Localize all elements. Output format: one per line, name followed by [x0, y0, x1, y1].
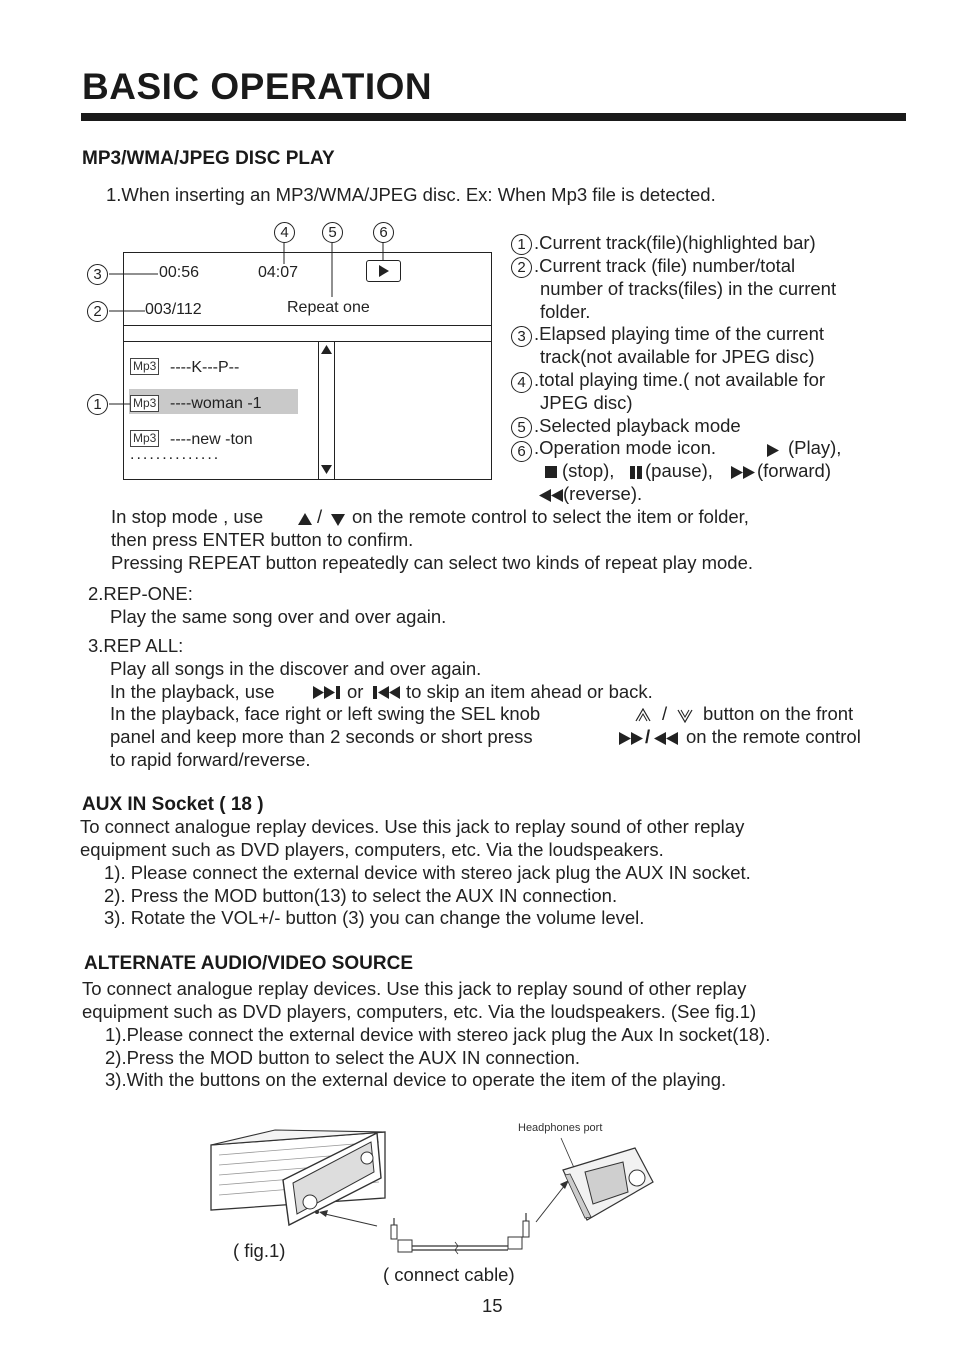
- rep-all-heading: 3.REP ALL:: [88, 635, 184, 656]
- stop-mode-b: then press ENTER button to confirm.: [111, 529, 414, 550]
- legend-3b: track(not available for JPEG disc): [540, 346, 815, 367]
- fast-reverse-icon: [654, 732, 678, 745]
- page-title: BASIC OPERATION: [82, 66, 433, 107]
- mp3-badge: Mp3: [130, 430, 159, 447]
- knob-a: In the playback, face right or left swing the SEL knob: [110, 703, 541, 724]
- legend-stop: (stop),: [562, 460, 615, 481]
- mp3-intro: 1.When inserting an MP3/WMA/JPEG disc. Ex: When Mp3 file is detected.: [106, 184, 716, 205]
- callout-2: 2: [87, 301, 108, 322]
- knob-up-icon: [635, 708, 651, 722]
- callout-5: 5: [322, 222, 343, 243]
- legend-num-3: 3: [511, 326, 532, 347]
- elapsed-time: 00:56: [159, 264, 200, 281]
- aux-step-3: 3). Rotate the VOL+/- button (3) you can change the volume level.: [104, 907, 645, 928]
- mp3-badge: Mp3: [130, 358, 159, 375]
- alt-heading: ALTERNATE AUDIO/VIDEO SOURCE: [84, 953, 413, 974]
- aux-p1: To connect analogue replay devices. Use this jack to replay sound of other replay: [80, 816, 745, 837]
- stop-icon: [545, 466, 557, 478]
- callout-3: 3: [87, 264, 108, 285]
- fast-forward-icon: [619, 732, 643, 745]
- more-files: ..............: [130, 446, 221, 463]
- callout-leaders: [0, 0, 500, 480]
- legend-6a: .Operation mode icon.: [534, 437, 717, 458]
- page-number: 15: [482, 1295, 503, 1316]
- next-track-icon: [313, 686, 341, 699]
- rep-one-text: Play the same song over and over again.: [110, 606, 447, 627]
- callout-1: 1: [87, 394, 108, 415]
- previous-track-icon: [373, 686, 401, 699]
- legend-num-4: 4: [511, 372, 532, 393]
- repeat-mode: Repeat one: [287, 299, 370, 316]
- total-time: 04:07: [258, 264, 299, 281]
- file-name: ----woman -1: [170, 395, 262, 412]
- forward-icon: [731, 466, 755, 479]
- knob-b: /: [662, 703, 668, 724]
- rapid-text: to rapid forward/reverse.: [110, 749, 311, 770]
- aux-step-1: 1). Please connect the external device with stereo jack plug the AUX IN socket.: [104, 862, 751, 883]
- legend-2c: folder.: [540, 301, 591, 322]
- cable-label: ( connect cable): [383, 1264, 515, 1285]
- legend-reverse: (reverse).: [563, 483, 643, 504]
- callout-6: 6: [373, 222, 394, 243]
- legend-4a: .total playing time.( not available for: [534, 369, 826, 390]
- track-number: 003/112: [145, 301, 202, 318]
- knob-down-icon: [677, 709, 693, 723]
- alt-p1: To connect analogue replay devices. Use this jack to replay sound of other replay: [82, 978, 747, 999]
- down-arrow-icon: [331, 514, 345, 526]
- legend-forward: (forward): [757, 460, 832, 481]
- legend-pause: (pause),: [645, 460, 713, 481]
- panel-c: on the remote control: [686, 726, 861, 747]
- alt-step-1: 1).Please connect the external device with stereo jack plug the Aux In socket(18).: [105, 1024, 771, 1045]
- file-name: ----new -ton: [170, 431, 253, 448]
- stop-mode-c: Pressing REPEAT button repeatedly can select two kinds of repeat play mode.: [111, 552, 754, 573]
- legend-5: .Selected playback mode: [534, 415, 741, 436]
- fig-label: ( fig.1): [233, 1240, 286, 1261]
- panel-a: panel and keep more than 2 seconds or short press: [110, 726, 533, 747]
- legend-num-6: 6: [511, 441, 532, 462]
- panel-b: /: [645, 726, 651, 747]
- aux-step-2: 2). Press the MOD button(13) to select the AUX IN connection.: [104, 885, 618, 906]
- skip-c: to skip an item ahead or back.: [406, 681, 653, 702]
- mp3-heading: MP3/WMA/JPEG DISC PLAY: [82, 148, 335, 169]
- pause-icon: [630, 466, 642, 479]
- file-name: ----K---P--: [170, 359, 240, 376]
- legend-num-1: 1: [511, 234, 532, 255]
- stop-mode-a3: on the remote control to select the item or folder,: [352, 506, 749, 527]
- callout-4: 4: [274, 222, 295, 243]
- legend-play: (Play),: [788, 437, 842, 458]
- legend-2a: .Current track (file) number/total: [534, 255, 796, 276]
- legend-num-5: 5: [511, 417, 532, 438]
- legend-3a: .Elapsed playing time of the current: [534, 323, 824, 344]
- aux-heading: AUX IN Socket ( 18 ): [82, 794, 264, 815]
- aux-p2: equipment such as DVD players, computers, etc. Via the loudspeakers.: [80, 839, 664, 860]
- reverse-icon: [539, 489, 563, 502]
- up-arrow-icon: [298, 513, 312, 525]
- stop-mode-a2: /: [317, 506, 323, 527]
- alt-step-2: 2).Press the MOD button to select the AUX IN connection.: [105, 1047, 581, 1068]
- rep-one-heading: 2.REP-ONE:: [88, 583, 193, 604]
- play-icon: [766, 444, 780, 457]
- skip-a: In the playback, use: [110, 681, 275, 702]
- legend-2b: number of tracks(files) in the current: [540, 278, 837, 299]
- rep-all-text: Play all songs in the discover and over again.: [110, 658, 482, 679]
- alt-p2: equipment such as DVD players, computers, etc. Via the loudspeakers. (See fig.1): [82, 1001, 757, 1022]
- legend-1: .Current track(file)(highlighted bar): [534, 232, 816, 253]
- legend-num-2: 2: [511, 257, 532, 278]
- stop-mode-a1: In stop mode , use: [111, 506, 264, 527]
- skip-b: or: [347, 681, 364, 702]
- mp3-badge: Mp3: [130, 395, 159, 412]
- headphones-port-label: Headphones port: [518, 1122, 603, 1134]
- knob-c: button on the front: [703, 703, 854, 724]
- legend-4b: JPEG disc): [540, 392, 633, 413]
- alt-step-3: 3).With the buttons on the external device to operate the item of the playing.: [105, 1069, 727, 1090]
